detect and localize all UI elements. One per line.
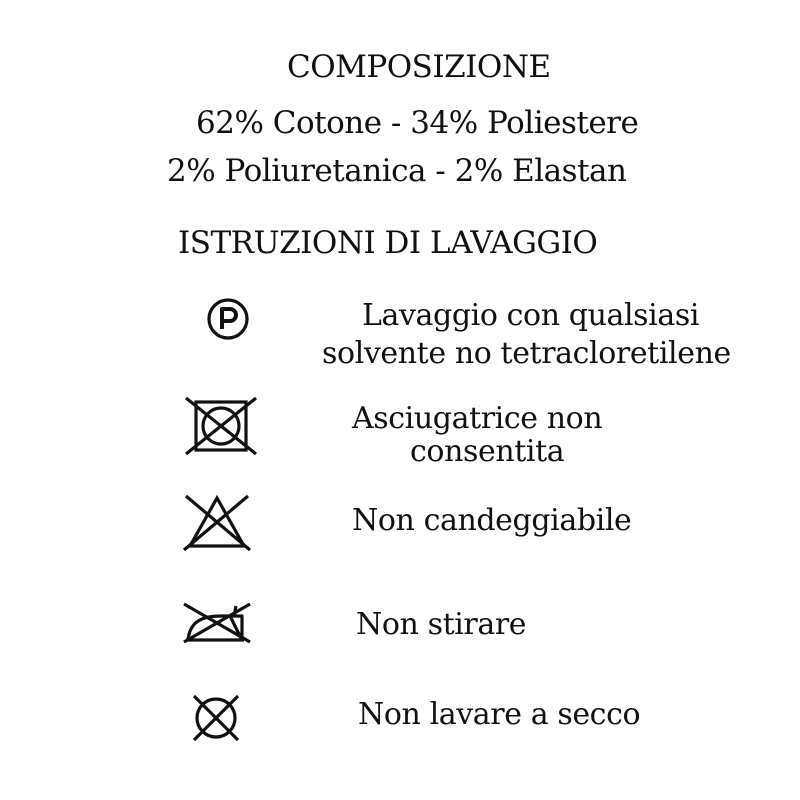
no-dry-clean-icon [188,690,244,746]
instruction-5-line-1: Non lavare a secco [358,697,641,732]
composition-line-2: 2% Poliuretanica - 2% Elastan [167,153,627,189]
composition-title: COMPOSIZIONE [287,49,551,85]
no-ironing-icon [180,598,256,648]
no-bleach-icon [182,492,252,552]
composition-line-1: 62% Cotone - 34% Poliestere [196,105,639,141]
instruction-4-line-1: Non stirare [356,607,527,642]
professional-cleaning-p-icon [203,294,253,344]
instruction-2-line-1: Asciugatrice non [352,401,603,436]
washing-title: ISTRUZIONI DI LAVAGGIO [178,225,598,261]
instruction-3-line-1: Non candeggiabile [352,503,632,538]
instruction-2-line-2: consentita [410,434,565,469]
instruction-1-line-2: solvente no tetracloretilene [322,336,731,371]
no-tumble-dry-icon [182,396,260,456]
instruction-1-line-1: Lavaggio con qualsiasi [362,298,700,333]
